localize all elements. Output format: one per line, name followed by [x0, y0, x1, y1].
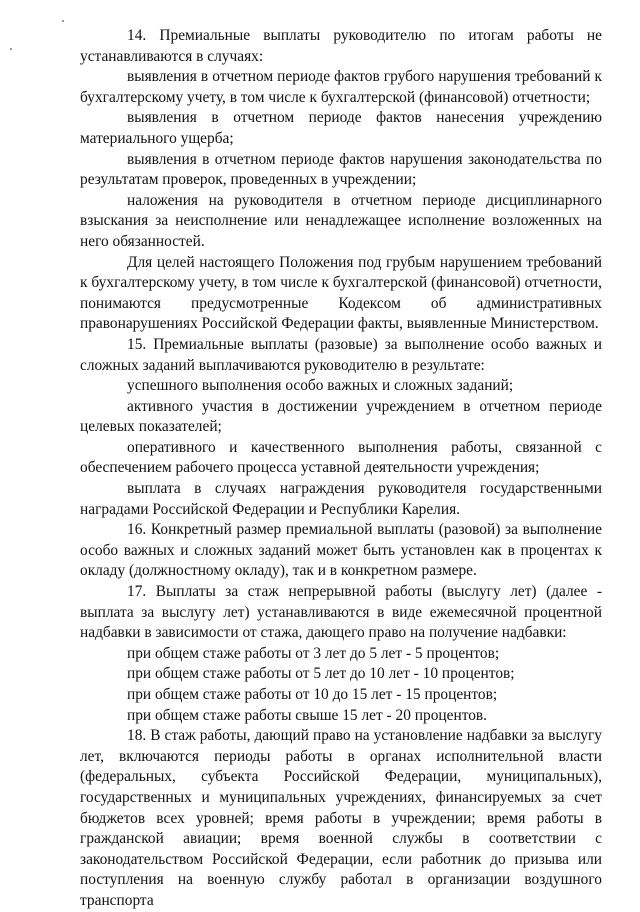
paragraph-gross-violation-definition: Для целей настоящего Положения под грубым нарушением требований к бухгалтерскому учету, в том числе к бухгалтерской (финансовой) отчетности, понимаются предусмотренные Кодексом об административных правонарушениях Российской Федерации факты, выявленные Министерством.: [80, 253, 602, 333]
paragraph-15-item-targets: активного участия в достижении учреждением в отчетном периоде целевых показателей;: [80, 397, 602, 436]
paragraph-14-case-accounting: выявления в отчетном периоде фактов грубого нарушения требований к бухгалтерскому учету, в том числе к бухгалтерской (финансовой) отчетности;: [80, 68, 602, 106]
paragraph-17: 17. Выплаты за стаж непрерывной работы (выслугу лет) (далее - выплата за выслугу лет) устанавливаются в виде ежемесячной процентной надбавки в зависимости от стажа, дающего право на получение надбавки:: [80, 583, 602, 642]
paragraph-14-case-law-violation: выявления в отчетном периоде фактов нарушения законодательства по результатам проверок, проведенных в учреждении;: [80, 150, 602, 189]
paragraph-17-tier-10-15: при общем стаже работы от 10 до 15 лет - 15 процентов;: [127, 686, 498, 703]
paragraph-15: 15. Премиальные выплаты (разовые) за выполнение особо важных и сложных заданий выплачиваются руководителю в результате:: [80, 335, 602, 374]
paragraph-14-case-damage: выявления в отчетном периоде фактов нанесения учреждению материального ущерба;: [80, 109, 602, 147]
paragraph-15-item-awards: выплата в случаях награждения руководителя государственными наградами Российской Федерации и Республики Карелия.: [80, 480, 602, 518]
scan-speck-left: [10, 48, 12, 50]
scan-speck-top: [62, 20, 64, 22]
paragraph-17-tier-over-15: при общем стаже работы свыше 15 лет - 20 процентов.: [127, 706, 488, 724]
paragraph-14-case-disciplinary: наложения на руководителя в отчетном периоде дисциплинарного взыскания за неисполнение или ненадлежащее исполнение возложенных на него обязанностей.: [80, 191, 602, 250]
paragraph-14: 14. Премиальные выплаты руководителю по итогам работы не устанавливаются в случаях:: [80, 27, 602, 65]
paragraph-18: 18. В стаж работы, дающий право на установление надбавки за выслугу лет, включаются периоды работы в органах исполнительной власти (федеральных, субъекта Российской Федерации, муниципальных), государственных и муниципальных учреждениях, финансируемых за счет бюджетов всех уровней; время работы в учреждении; время работы в гражданской авиации; время военной службы в соответствии с законодательством Российской Федерации, если работник до призыва или поступления на военную службу работал в организации воздушного транспорта: [80, 727, 602, 909]
paragraph-15-item-operational: оперативного и качественного выполнения работы, связанной с обеспечением рабочего процесса уставной деятельности учреждения;: [80, 438, 602, 477]
document-page: [80, 26, 602, 912]
paragraph-17-tier-3-5: при общем стаже работы от 3 лет до 5 лет - 5 процентов;: [127, 644, 500, 662]
paragraph-15-item-tasks: успешного выполнения особо важных и сложных заданий;: [127, 377, 514, 395]
paragraph-16: 16. Конкретный размер премиальной выплаты (разовой) за выполнение особо важных и сложных заданий может быть установлен как в процентах к окладу (должностному окладу), так и в конкретном размере.: [80, 521, 602, 580]
paragraph-17-tier-5-10: при общем стаже работы от 5 лет до 10 лет - 10 процентов;: [127, 665, 515, 683]
